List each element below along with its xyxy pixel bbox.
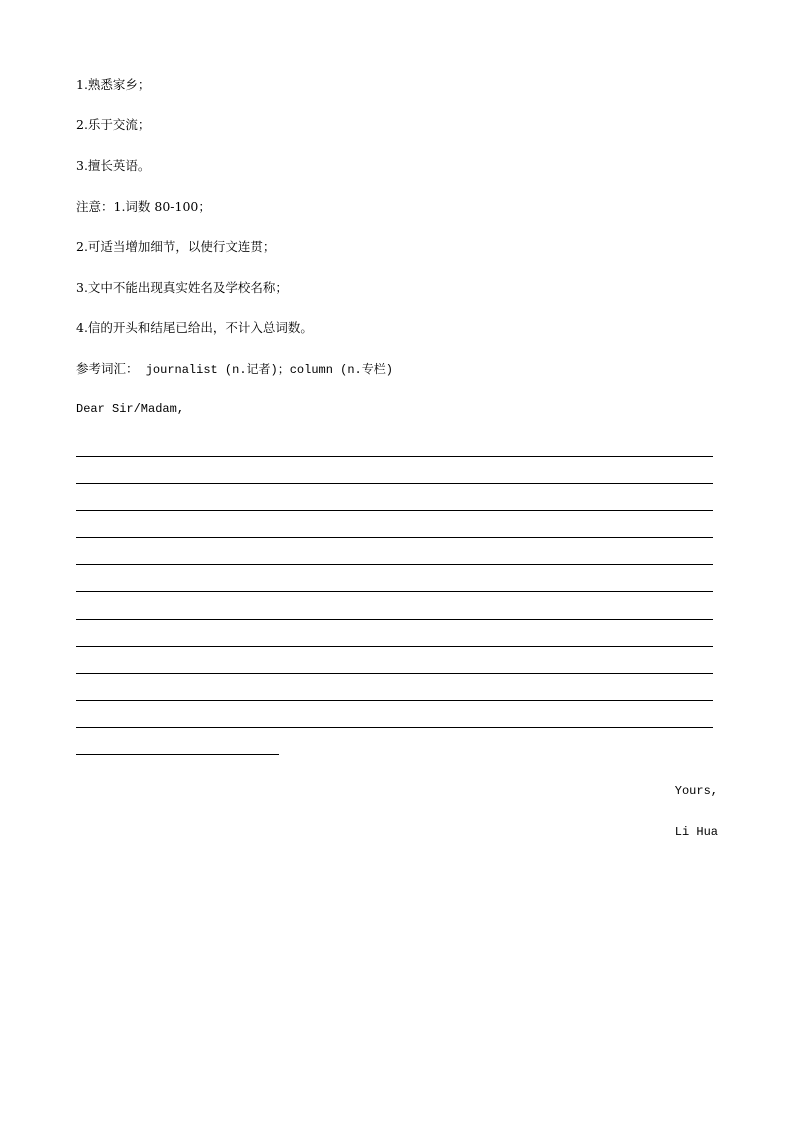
writing-line[interactable] <box>76 673 713 674</box>
writing-line[interactable] <box>76 700 713 701</box>
writing-line[interactable] <box>76 646 713 647</box>
writing-line[interactable] <box>76 510 713 511</box>
requirement-3: 3.擅长英语。 <box>76 158 151 173</box>
writing-line[interactable] <box>76 591 713 592</box>
letter-signature: Li Hua <box>674 825 718 839</box>
note-4: 4.信的开头和结尾已给出，不计入总词数。 <box>76 320 313 335</box>
reference-vocabulary <box>76 361 393 378</box>
letter-closing: Yours, <box>674 784 718 798</box>
note-3: 3.文中不能出现真实姓名及学校名称； <box>76 280 288 295</box>
requirement-2: 2.乐于交流； <box>76 117 151 132</box>
vocab-text: journalist (n.记者)；column (n.专栏) <box>138 363 393 377</box>
writing-line[interactable] <box>76 564 713 565</box>
writing-line[interactable] <box>76 537 713 538</box>
vocab-label: 参考词汇： <box>76 361 139 376</box>
writing-line[interactable] <box>76 727 713 728</box>
writing-line-last[interactable] <box>76 754 279 755</box>
writing-line[interactable] <box>76 619 713 620</box>
note-2: 2.可适当增加细节，以使行文连贯； <box>76 239 276 254</box>
note-1: 注意：1.词数 80-100； <box>76 199 211 214</box>
requirement-1: 1.熟悉家乡； <box>76 77 151 92</box>
writing-line[interactable] <box>76 483 713 484</box>
letter-greeting: Dear Sir/Madam, <box>76 402 185 416</box>
writing-line[interactable] <box>76 456 713 457</box>
